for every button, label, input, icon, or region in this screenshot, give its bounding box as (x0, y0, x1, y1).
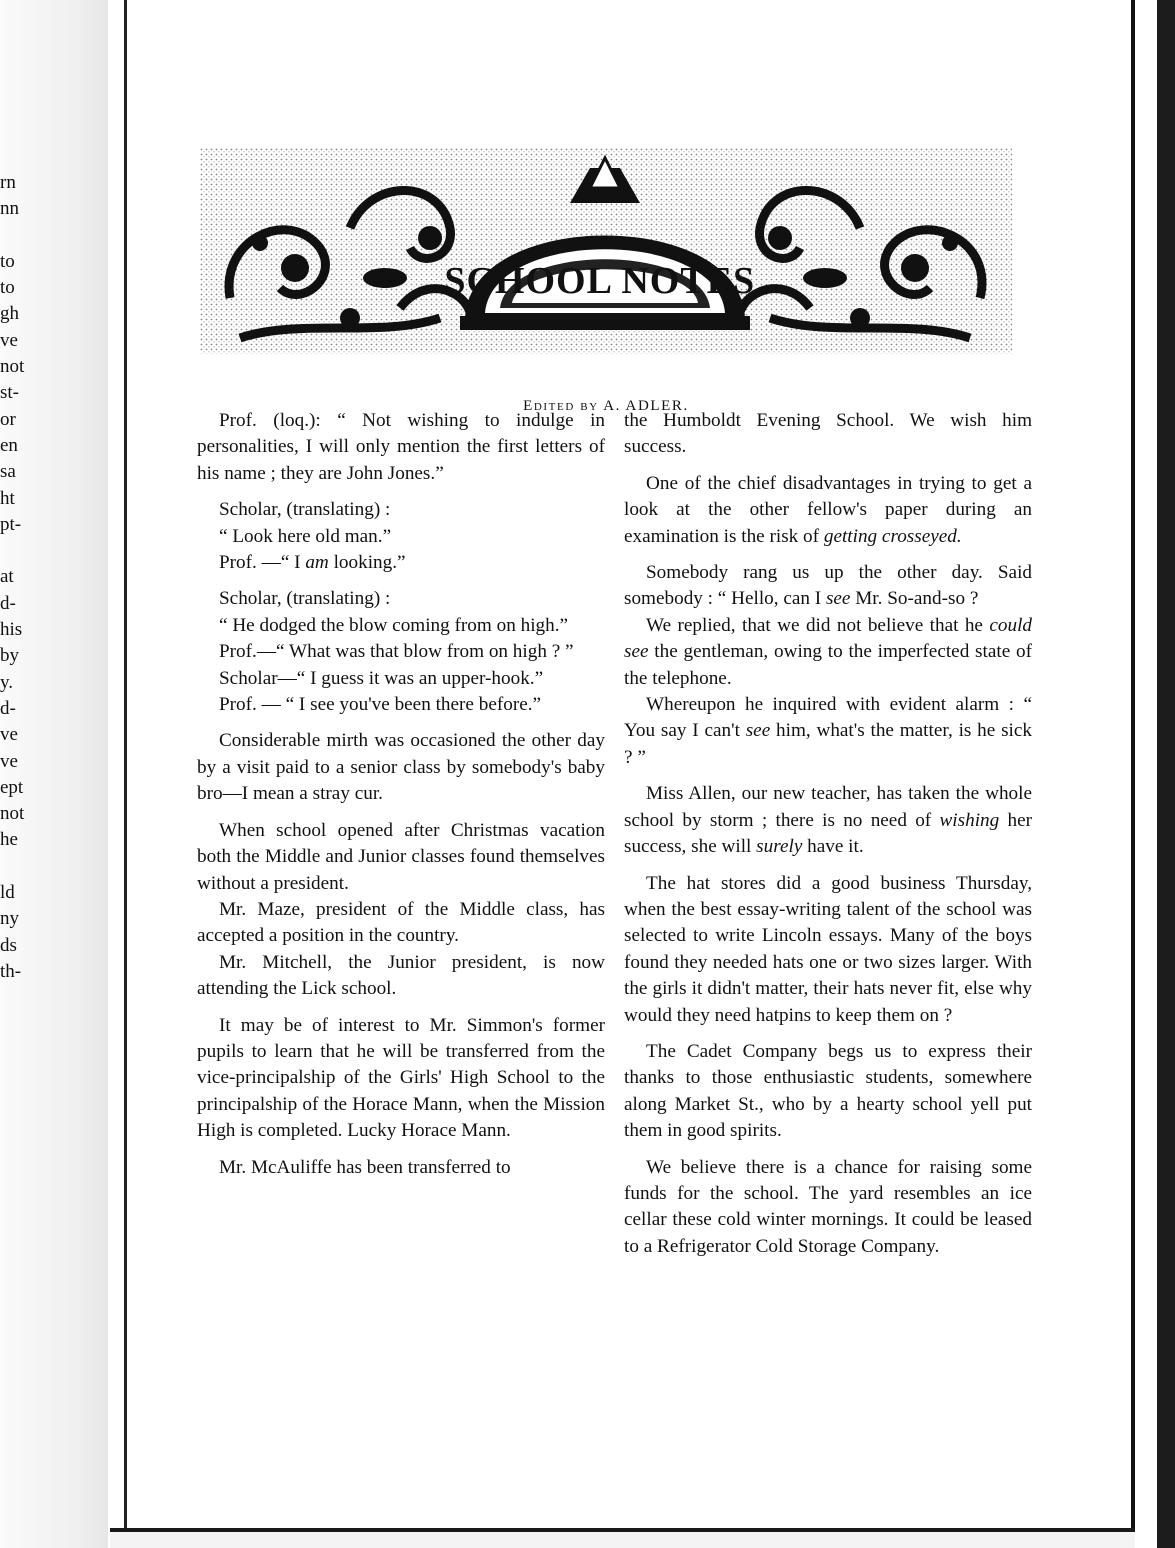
fragment-line (0, 538, 50, 564)
text-run: Whereupon he inquired with evident alarm : “ You say I can't (624, 694, 1032, 742)
editor-name: A. ADLER. (603, 398, 689, 414)
emphasis: getting crosseyed. (823, 525, 962, 547)
text-run: One of the chief disadvantages in trying to get a look at the other fellow's paper during an examination is the risk of (624, 472, 1032, 547)
note-paragraph (624, 560, 1032, 613)
note-paragraph: We believe there is a chance for raising some funds for the school. The yard resembles an ice cellar these cold winter mornings. It could be leased to a Refrigerator Cold Storage Company. (624, 1156, 1032, 1257)
text-run: Somebody rang us up the other day. Said somebody : “ Hello, can I (624, 562, 1032, 610)
fragment-line: gh (0, 303, 19, 325)
facing-page-fragments (0, 170, 50, 985)
text-run: We replied, that we did not believe that he (646, 614, 990, 636)
note-paragraph: Prof. (loq.): “ Not wishing to indulge in personalities, I will only mention the first letters of his name ; they are John Jones.” (197, 410, 605, 484)
emphasis: see (745, 720, 771, 742)
fragment-line: to (0, 250, 15, 272)
text-run: her success, she will (624, 809, 1033, 858)
note-paragraph (624, 781, 1032, 860)
note-paragraph: The Cadet Company begs us to express their thanks to those enthusiastic students, somewhere along Market St., who by a hearty school yell put them in good spirits. (624, 1040, 1032, 1142)
binding-strip (108, 0, 127, 1548)
fragment-line: sa (0, 461, 16, 483)
note-paragraph: the Humboldt Evening School. We wish him success. (624, 410, 1032, 458)
note-paragraph: Mr. Maze, president of the Middle class, has accepted a position in the country. (197, 898, 605, 947)
school-notes-masthead (200, 148, 1012, 354)
note-paragraph (624, 692, 1032, 771)
fragment-line: d- (0, 592, 16, 614)
note-paragraph: Scholar, (translating) : (219, 499, 391, 521)
editor-prefix: Edited by (523, 398, 599, 414)
page-bottom-edge (110, 1528, 1135, 1548)
note-paragraph: Prof.—“ What was that blow from on high ? ” (219, 641, 574, 663)
fragment-line: rn (0, 172, 16, 193)
masthead-title: SCHOOL NOTES. (444, 260, 766, 302)
fragment-line: ept (0, 776, 24, 798)
fragment-line: th- (0, 960, 22, 982)
fragment-line: or (0, 408, 16, 430)
fragment-line: by (0, 645, 19, 667)
note-paragraph: It may be of interest to Mr. Simmon's former pupils to learn that he will be transferred from the vice-principalship of the Girls' High School to the principalship of the Horace Mann, when the Mission High is completed. Lucky Horace Mann. (197, 1014, 605, 1142)
note-paragraph: Considerable mirth was occasioned the other day by a visit paid to a senior class by somebody's baby bro—I mean a stray cur. (197, 730, 605, 805)
note-paragraph: Prof. — “ I see you've been there before.” (219, 694, 542, 716)
emphasis: am (305, 552, 329, 574)
note-paragraph: Mr. McAuliffe has been transferred to (219, 1156, 511, 1178)
fragment-line: his (0, 619, 23, 641)
fragment-line: y. (0, 671, 14, 693)
fragment-line: ds (0, 934, 17, 956)
fragment-line (0, 854, 50, 880)
fragment-line: ve (0, 329, 18, 351)
text-run: Mr. So-and-so ? (850, 588, 979, 610)
left-column (197, 408, 605, 1181)
text-run: him, what's the matter, is he sick ? ” (624, 720, 1032, 768)
note-paragraph: Scholar—“ I guess it was an upper-hook.” (219, 667, 544, 689)
fragment-line: ve (0, 750, 18, 772)
fragment-line: he (0, 829, 18, 851)
text-run: have it. (802, 836, 864, 858)
note-paragraph (197, 550, 605, 576)
note-paragraph: “ He dodged the blow coming from on high.” (219, 614, 569, 636)
note-paragraph: Scholar, (translating) : (219, 588, 391, 610)
page-right-shadow (1157, 0, 1175, 1548)
fragment-line: to (0, 277, 15, 299)
fragment-line: not (0, 803, 25, 825)
ornamental-banner-icon (200, 148, 1012, 354)
emphasis: wishing (939, 809, 1000, 831)
text-run: Miss Allen, our new teacher, has taken the whole school by storm ; there is no need of (624, 783, 1032, 831)
note-paragraph: The hat stores did a good business Thursday, when the best essay-writing talent of the school was selected to write Lincoln essays. Many of the boys found they needed hats one or two sizes larger. With the girls it didn't matter, their hats never fit, else why would they need hatpins to keep them on ? (624, 872, 1032, 1026)
note-paragraph: When school opened after Christmas vacation both the Middle and Junior classes found themselves without a president. (197, 819, 605, 894)
fragment-line: at (0, 566, 14, 588)
emphasis: could see (624, 614, 1032, 663)
note-paragraph: “ Look here old man.” (219, 525, 392, 547)
emphasis: see (825, 588, 851, 610)
fragment-line: nn (0, 198, 19, 220)
fragment-line: st- (0, 382, 19, 404)
emphasis: surely (756, 836, 803, 858)
note-paragraph (624, 613, 1032, 692)
fragment-line: ve (0, 724, 18, 746)
fragment-line (0, 223, 50, 249)
fragment-line: ny (0, 908, 19, 930)
text-run: the gentleman, owing to the imperfected state of the telephone. (624, 641, 1032, 689)
fragment-line: pt- (0, 513, 22, 535)
fragment-line: ht (0, 487, 15, 509)
note-paragraph: Mr. Mitchell, the Junior president, is now attending the Lick school. (197, 951, 605, 1000)
text-run: Prof. —“ I (219, 552, 306, 574)
note-paragraph (624, 471, 1032, 550)
fragment-line: d- (0, 697, 16, 719)
fragment-line: not (0, 356, 25, 378)
text-run: looking.” (328, 552, 406, 574)
right-column (624, 408, 1032, 1260)
fragment-line: ld (0, 882, 15, 904)
fragment-line: en (0, 434, 18, 456)
